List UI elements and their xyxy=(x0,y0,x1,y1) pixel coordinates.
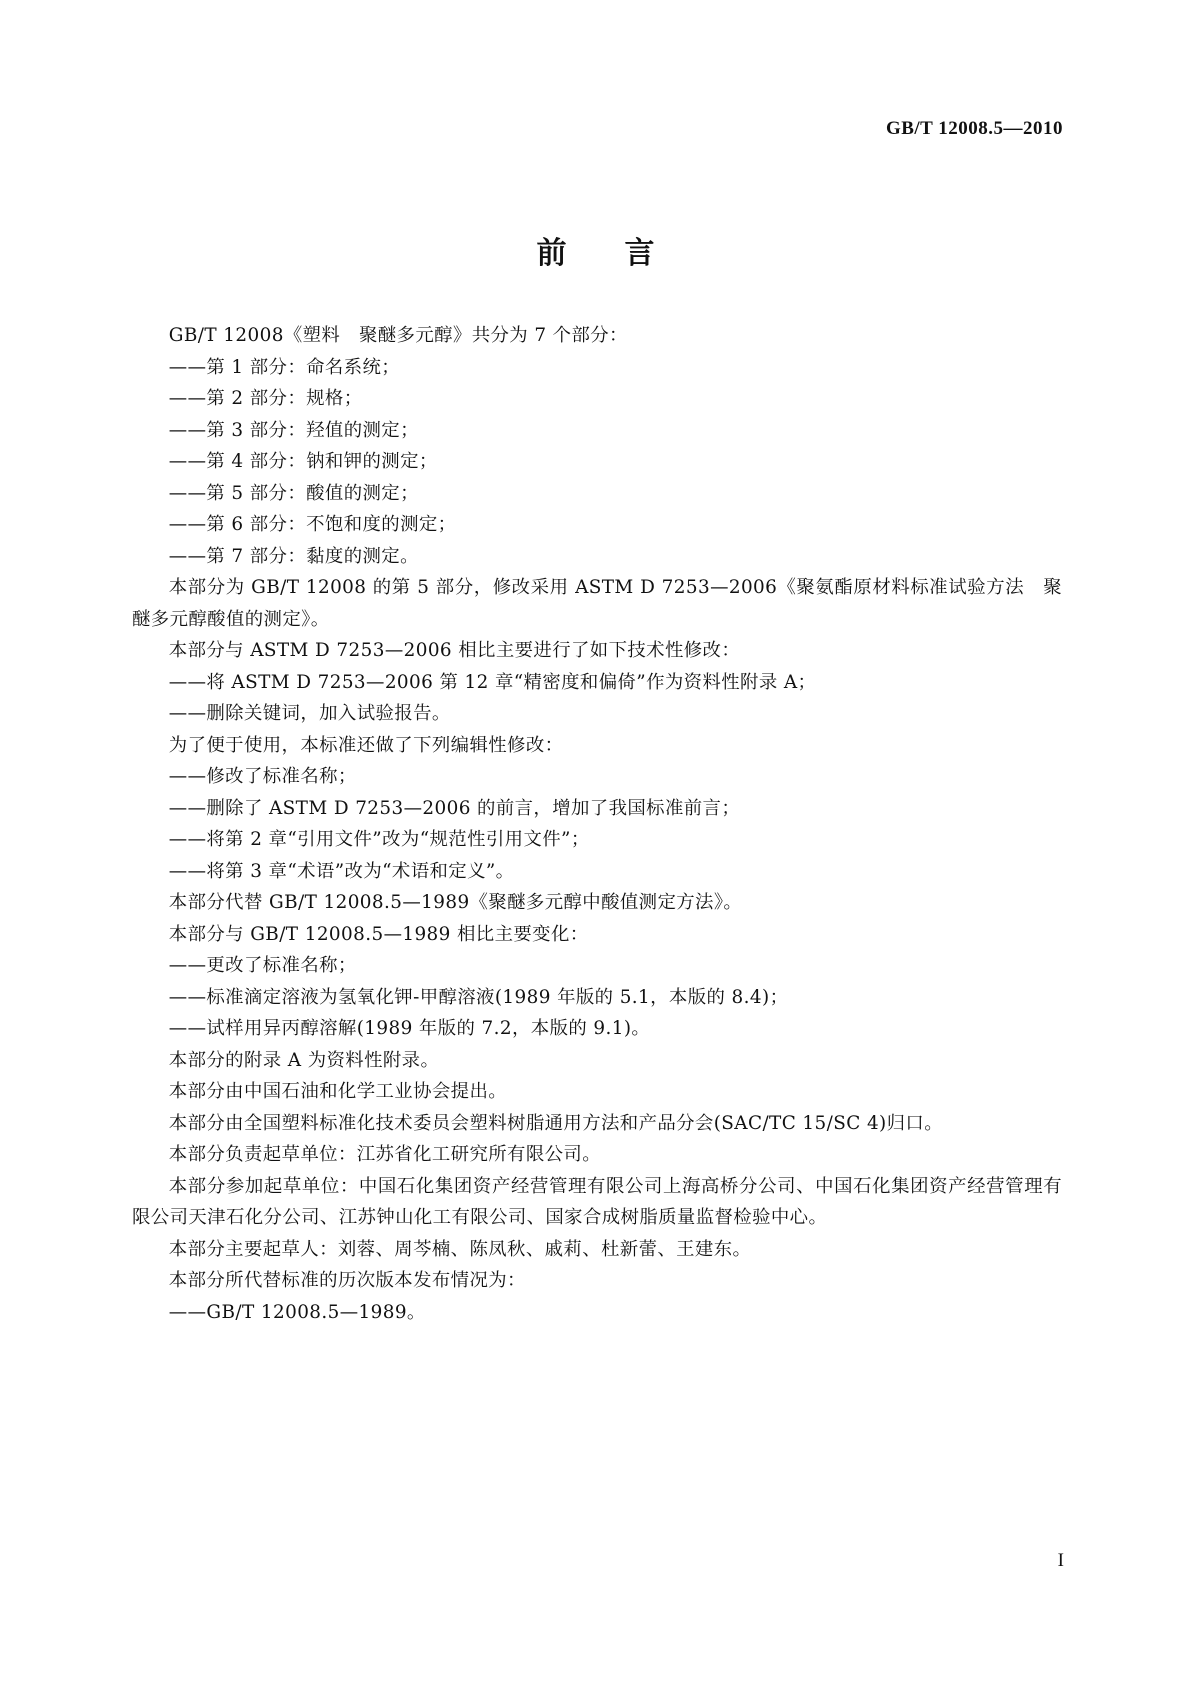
paragraph: 本部分由中国石油和化学工业协会提出。 xyxy=(168,1081,508,1102)
paragraph: 本部分负责起草单位：江苏省化工研究所有限公司。 xyxy=(168,1144,601,1165)
list-item: ——将第 3 章“术语”改为“术语和定义”。 xyxy=(168,860,515,882)
paragraph: 本部分由全国塑料标准化技术委员会塑料树脂通用方法和产品分会(SAC/TC 15/SC 4)归口。 xyxy=(168,1112,943,1134)
list-item: ——第 2 部分：规格； xyxy=(168,388,363,409)
list-item: ——删除关键词，加入试验报告。 xyxy=(168,703,451,724)
paragraph: 本部分与 ASTM D 7253—2006 相比主要进行了如下技术性修改： xyxy=(168,640,741,661)
paragraph: 为了便于使用，本标准还做了下列编辑性修改： xyxy=(168,734,564,756)
foreword-body xyxy=(132,320,1062,1328)
list-item: ——第 7 部分：黏度的测定。 xyxy=(168,545,419,567)
list-item: ——将 ASTM D 7253—2006 第 12 章“精密度和偏倚”作为资料性附录 A； xyxy=(168,671,817,693)
list-item: ——第 6 部分：不饱和度的测定； xyxy=(168,514,457,535)
list-item: ——第 4 部分：钠和钾的测定； xyxy=(168,451,438,472)
paragraph: GB/T 12008《塑料 聚醚多元醇》共分为 7 个部分： xyxy=(168,325,628,346)
paragraph: 本部分与 GB/T 12008.5—1989 相比主要变化： xyxy=(168,923,589,945)
paragraph: 本部分代替 GB/T 12008.5—1989《聚醚多元醇中酸值测定方法》。 xyxy=(168,892,743,913)
list-item: ——更改了标准名称； xyxy=(168,955,357,976)
list-item: ——标准滴定溶液为氢氧化钾-甲醇溶液(1989 年版的 5.1，本版的 8.4)； xyxy=(168,986,789,1008)
paragraph: 本部分为 GB/T 12008 的第 5 部分，修改采用 ASTM D 7253—2006《聚氨酯原材料标准试验方法 聚醚多元醇酸值的测定》。 xyxy=(132,577,1062,630)
page-title: 前言 xyxy=(536,236,713,271)
list-item: ——将第 2 章“引用文件”改为“规范性引用文件”； xyxy=(168,829,590,850)
paragraph: 本部分所代替标准的历次版本发布情况为： xyxy=(168,1270,526,1291)
list-item: ——修改了标准名称； xyxy=(168,766,357,787)
list-item: ——GB/T 12008.5—1989。 xyxy=(168,1301,426,1323)
page-number: I xyxy=(1057,1550,1064,1571)
list-item: ——第 1 部分：命名系统； xyxy=(168,356,401,378)
list-item: ——试样用异丙醇溶解(1989 年版的 7.2，本版的 9.1)。 xyxy=(168,1018,651,1039)
list-item: ——第 3 部分：羟值的测定； xyxy=(168,419,419,441)
standard-code: GB/T 12008.5—2010 xyxy=(885,118,1063,139)
paragraph: 本部分的附录 A 为资料性附录。 xyxy=(168,1049,440,1071)
paragraph: 本部分主要起草人：刘蓉、周芩楠、陈凤秋、戚莉、杜新蕾、王建东。 xyxy=(168,1238,752,1260)
paragraph: 本部分参加起草单位：中国石化集团资产经营管理有限公司上海高桥分公司、中国石化集团资产经营管理有限公司天津石化分公司、江苏钟山化工有限公司、国家合成树脂质量监督检验中心。 xyxy=(132,1175,1062,1228)
list-item: ——删除了 ASTM D 7253—2006 的前言，增加了我国标准前言； xyxy=(168,797,741,819)
list-item: ——第 5 部分：酸值的测定； xyxy=(168,482,419,504)
